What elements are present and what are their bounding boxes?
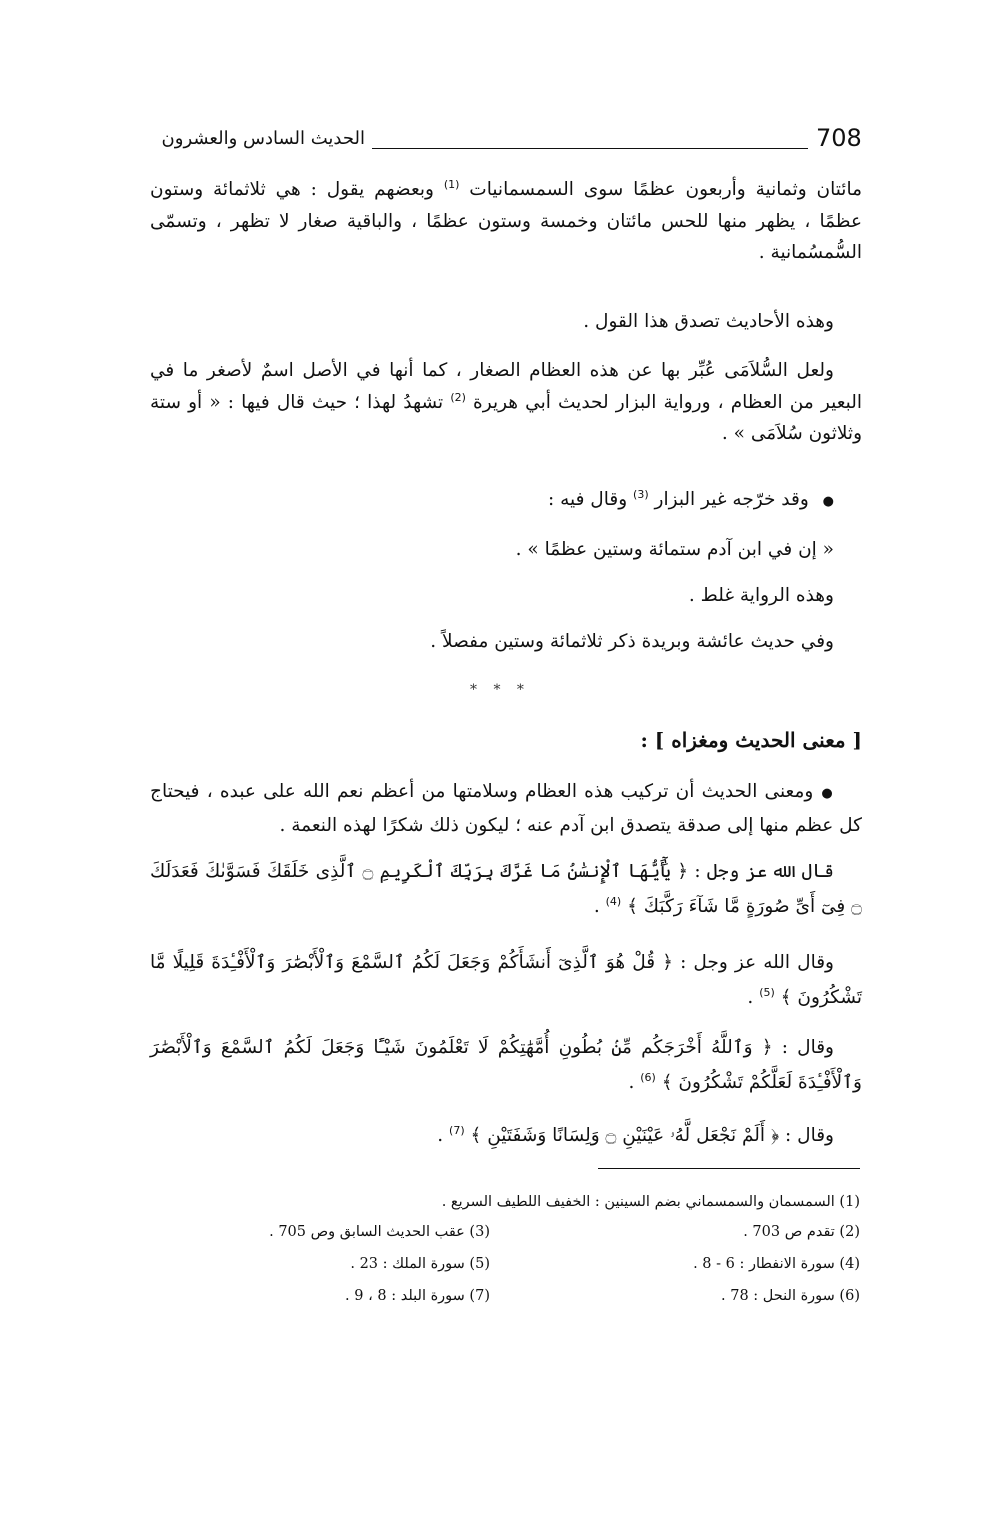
quran-quote-3 [150, 1030, 862, 1100]
quran-quote-4 [150, 1118, 862, 1153]
footnote-rule [598, 1168, 860, 1169]
footnote-4: (4) سورة الانفطار : 6 - 8 . [693, 1256, 860, 1272]
quote-4-end: . [437, 1125, 444, 1146]
footnote-ref-7: (7) [449, 1123, 465, 1137]
footnote-ref-3: (3) [633, 487, 649, 501]
paragraph-4 [150, 484, 862, 518]
footnote-ref-1: (1) [443, 177, 460, 191]
paragraph-5: « إن في ابن آدم ستمائة وستين عظمًا » . [515, 539, 834, 560]
page-number: 708 [816, 124, 862, 152]
quran-quote-1 [150, 854, 862, 924]
paragraph-1 [150, 174, 862, 269]
footnote-5: (5) سورة الملك : 23 . [350, 1256, 490, 1272]
footnote-3: (3) عقب الحديث السابق وص 705 . [269, 1224, 490, 1240]
paragraph-8: ● ومعنى الحديث أن تركيب هذه العظام وسلامتها من أعظم نعم الله على عبده ، فيحتاج كل عظم منها إلى صدقة يتصدق ابن آدم عنه ؛ ليكون ذلك شكرًا لهذه النعمة . [150, 776, 862, 841]
footnote-1: (1) السمسمان والسمسماني بضم السينين : الخفيف اللطيف السريع . [441, 1194, 860, 1210]
paragraph-7: وفي حديث عائشة وبريدة ذكر ثلاثمائة وستين مفصلاً . [430, 631, 834, 652]
paragraph-4-text-b: وقال فيه : [547, 489, 628, 510]
quran-quote-3-text: وقال : ﴿ وَٱللَّهُ أَخْرَجَكُم مِّنۢ بُطُونِ أُمَّهَٰتِكُمْ لَا تَعْلَمُونَ شَيْـًٔا وَجَعَلَ لَكُمُ ٱلسَّمْعَ وَٱلْأَبْصَٰرَ وَٱلْأَفْـِٔدَةَ لَعَلَّكُمْ تَشْكُرُونَ ﴾ [150, 1037, 862, 1093]
footnote-6: (6) سورة النحل : 78 . [721, 1288, 860, 1304]
paragraph-4-text-a: وقد خرّجه غير البزار [654, 489, 809, 510]
footnote-7: (7) سورة البلد : 8 ، 9 . [345, 1288, 490, 1304]
paragraph-2: وهذه الأحاديث تصدق هذا القول . [583, 311, 834, 332]
section-heading: [ معنى الحديث ومغزاه ] : [640, 728, 862, 752]
quran-quote-1-text: قال الله عز وجل : ﴿ يَٰٓأَيُّهَا ٱلْإِنسَٰنُ مَا غَرَّكَ بِرَبِّكَ ٱلْكَرِيمِ ۝ ٱلَّذِى خَلَقَكَ فَسَوَّىٰكَ فَعَدَلَكَ ۝ فِىٓ أَىِّ صُورَةٍ مَّا شَآءَ رَكَّبَكَ ﴾ [150, 861, 862, 917]
paragraph-3 [150, 355, 862, 450]
quran-quote-2-text: وقال الله عز وجل : ﴿ قُلْ هُوَ ٱلَّذِىٓ أَنشَأَكُمْ وَجَعَلَ لَكُمُ ٱلسَّمْعَ وَٱلْأَبْصَٰرَ وَٱلْأَفْـِٔدَةَ قَلِيلًا مَّا تَشْكُرُونَ ﴾ [150, 952, 862, 1008]
paragraph-3-text-a: ولعل السُّلاَمَى عُبِّر بها عن هذه العظام الصغار ، كما أنها في الأصل اسمٌ لأصغر ما في البعير من العظام ، ورواية البزار لحديث أبي هريرة [150, 360, 862, 413]
paragraph-1-text-b: وبعضهم يقول : هي ثلاثمائة وستون عظمًا ، يظهر منها للحس مائتان وخمسة وستون عظمًا ، والباقية صغار لا تظهر ، وتسمّى السُّمسُمانية . [150, 179, 862, 263]
footnote-ref-2: (2) [450, 390, 466, 404]
quran-quote-2 [150, 945, 862, 1015]
paragraph-3-text-b: تشهدُ لهذا ؛ حيث قال فيها : « أو ستة وثلاثون سُلاَمَى » . [150, 391, 862, 444]
paragraph-1-text-a: مائتان وثمانية وأربعون عظمًا سوى السمسمانيات [469, 179, 863, 200]
paragraph-6: وهذه الرواية غلط . [688, 585, 834, 606]
quran-quote-4-text: وقال : ﴿ أَلَمْ نَجْعَل لَّهُۥ عَيْنَيْنِ ۝ وَلِسَانًا وَشَفَتَيْنِ ﴾ [470, 1125, 834, 1146]
header-rule [372, 148, 808, 149]
quote-2-end: . [747, 987, 754, 1008]
quote-1-end: . [593, 896, 600, 917]
footnote-2: (2) تقدم ص 703 . [743, 1224, 860, 1240]
section-separator: * * * [470, 682, 530, 698]
footnote-ref-5: (5) [759, 985, 775, 999]
quote-3-end: . [628, 1072, 635, 1093]
footnote-ref-6: (6) [640, 1070, 656, 1084]
chapter-title: الحديث السادس والعشرون [161, 128, 365, 149]
footnote-ref-4: (4) [605, 894, 622, 908]
